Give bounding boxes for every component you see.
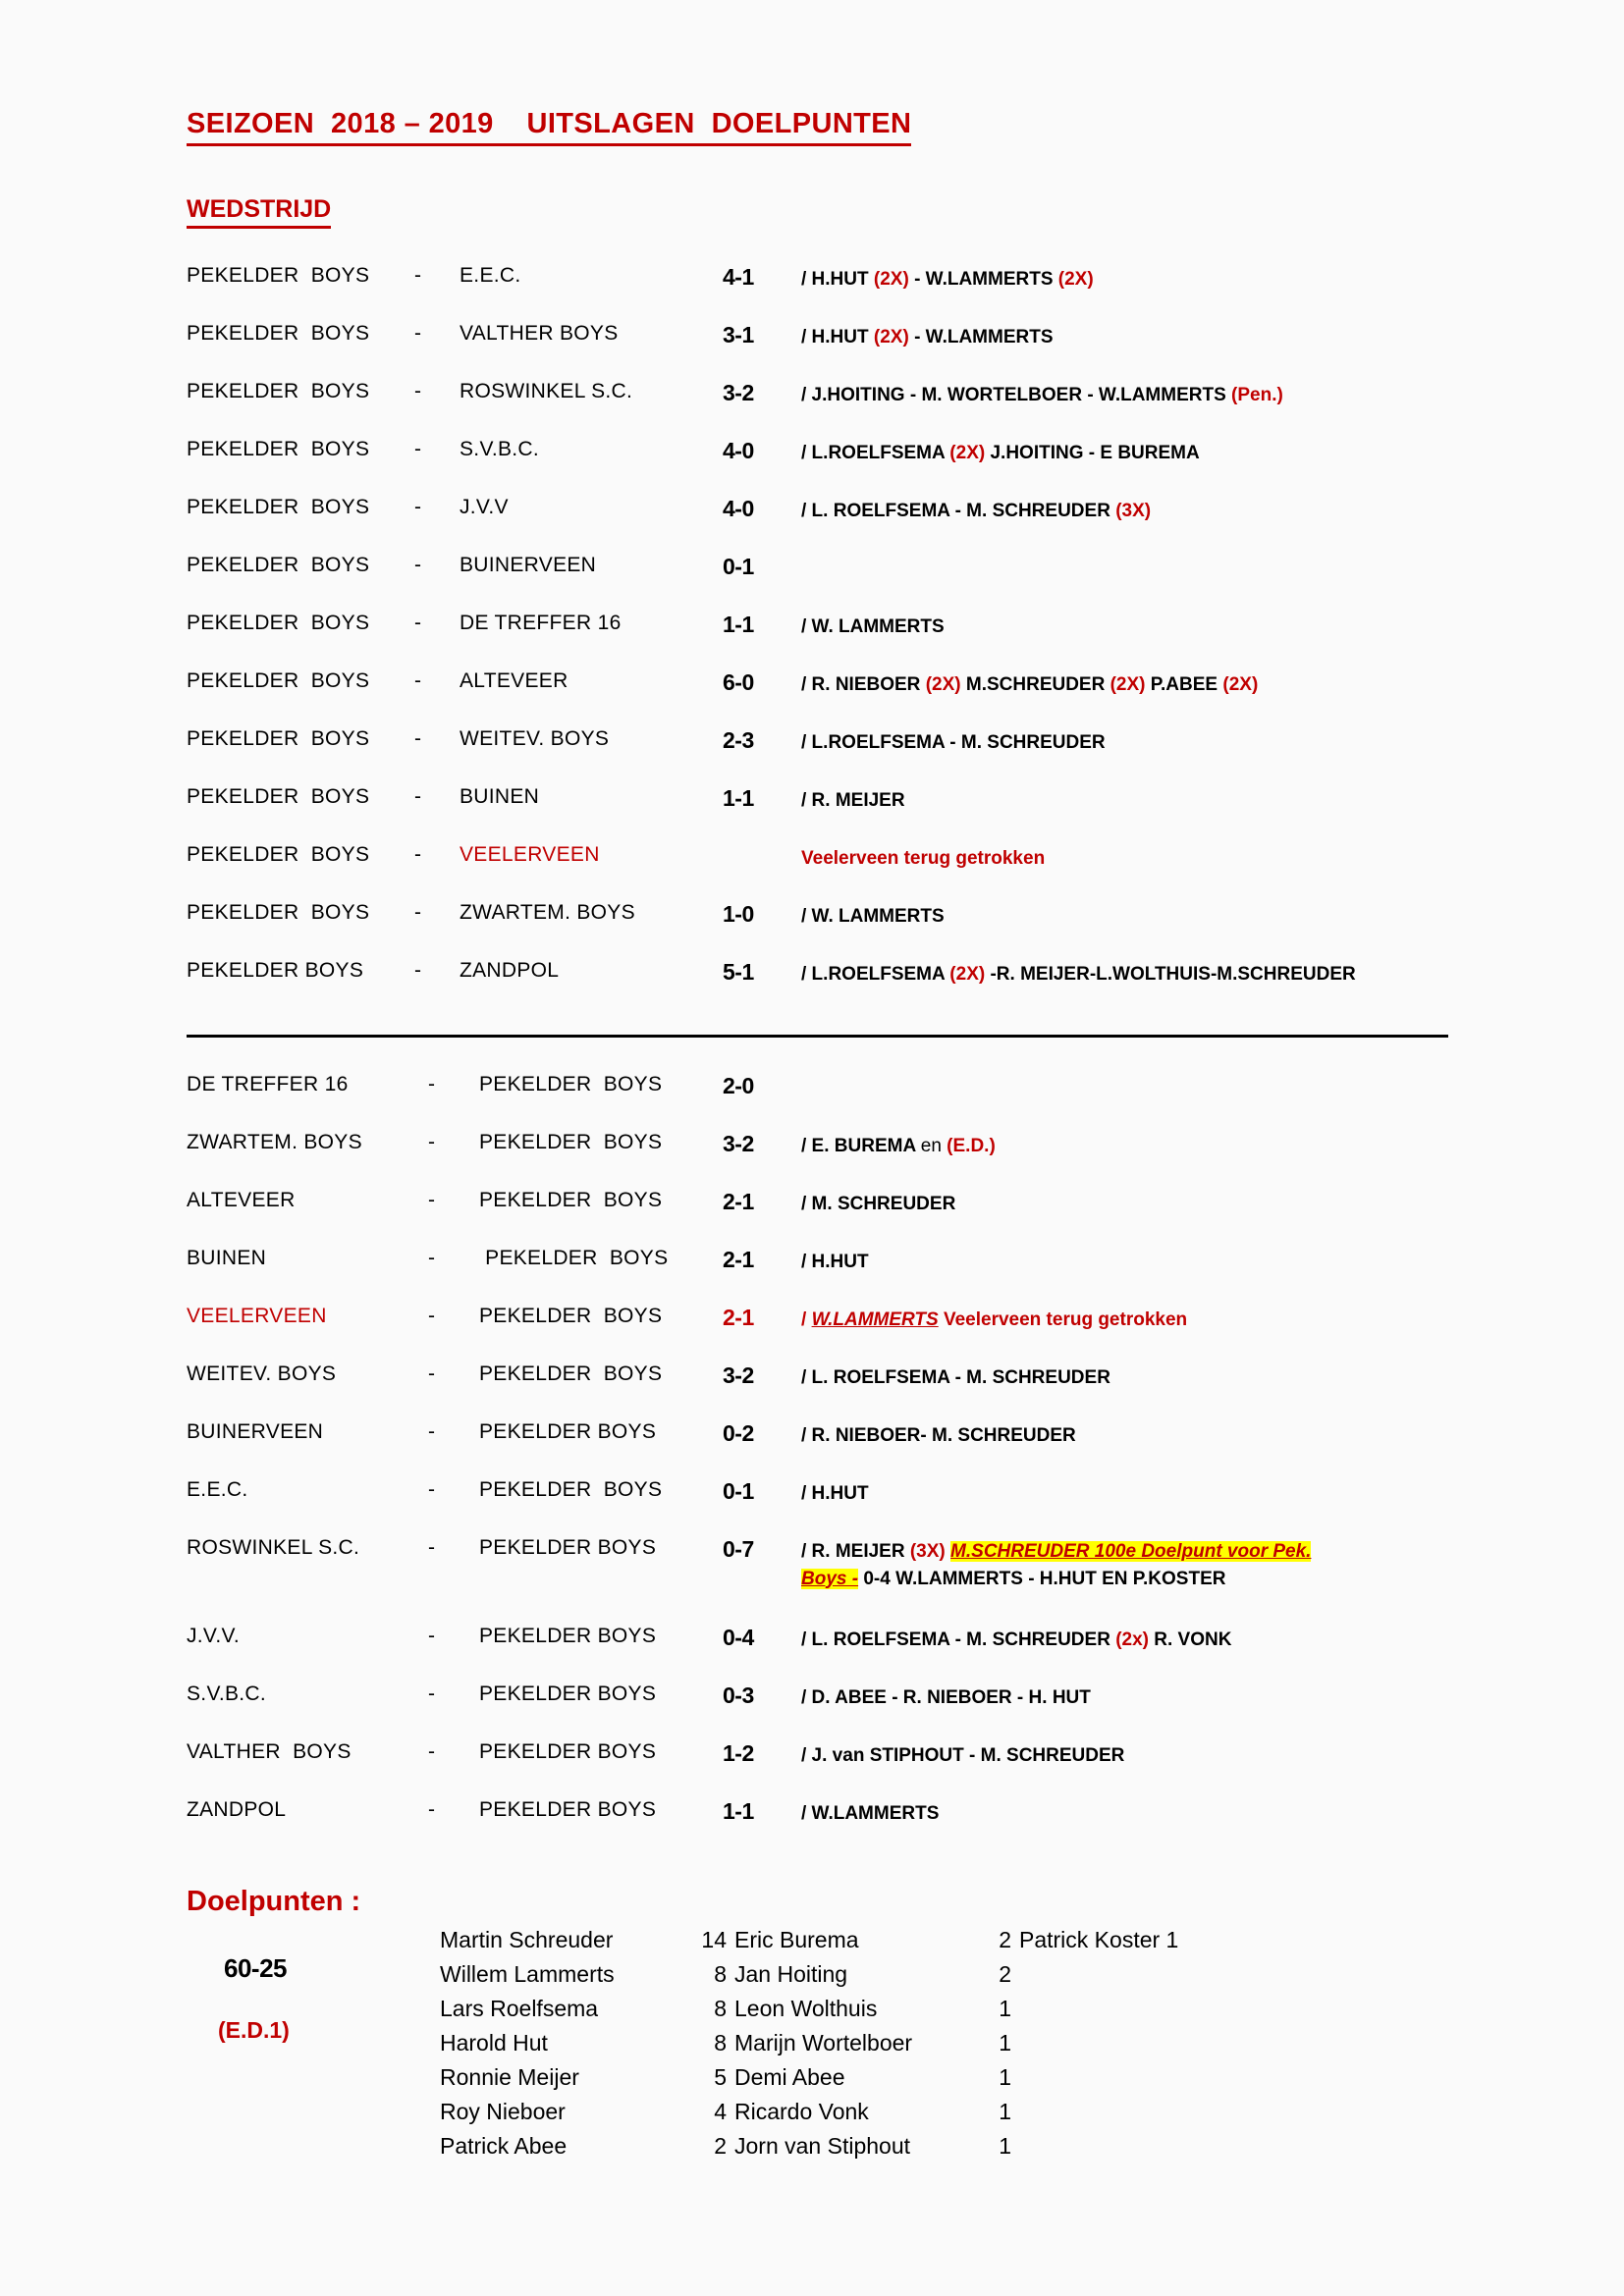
scorer-goal-count: 2 (714, 2133, 727, 2159)
match-row (187, 612, 1483, 669)
scorer-columns (440, 1886, 1483, 2167)
scorer-fragment: / R. MEIJER (801, 790, 905, 811)
match-home-team: J.V.V. (187, 1625, 240, 1647)
scorer-name: Willem Lammerts (440, 1961, 615, 1987)
scorer-row (440, 2099, 734, 2133)
scorer-fragment: / J. van STIPHOUT - M. SCHREUDER (801, 1745, 1125, 1766)
match-row (187, 554, 1483, 612)
match-away-team: PEKELDER BOYS (479, 1536, 657, 1559)
match-score: 1-2 (723, 1740, 754, 1766)
match-home-team: PEKELDER BOYS (187, 785, 370, 808)
match-home-team: ALTEVEER (187, 1189, 296, 1211)
match-home-team: PEKELDER BOYS (187, 380, 370, 402)
match-scorers (801, 1131, 1483, 1160)
match-scorers (801, 1073, 1483, 1075)
match-home-team: ZANDPOL (187, 1798, 287, 1821)
document-sheet (187, 108, 1483, 2167)
scorer-fragment: - W.LAMMERTS (908, 327, 1054, 347)
scorer-fragment: Veelerveen terug getrokken (801, 848, 1046, 869)
match-score: 6-0 (723, 669, 754, 695)
match-separator: - (414, 959, 421, 982)
match-scorers (801, 901, 1483, 931)
match-separator: - (428, 1189, 435, 1211)
match-separator: - (428, 1420, 435, 1443)
scorer-fragment: Veelerveen terug getrokken (938, 1309, 1188, 1330)
match-away-team: PEKELDER BOYS (479, 1305, 663, 1327)
match-scorers (801, 1247, 1483, 1276)
match-row (187, 901, 1483, 959)
match-row (187, 496, 1483, 554)
scorer-goal-count: 2 (999, 1961, 1011, 1987)
match-scorers (801, 669, 1483, 699)
scorer-fragment: J.HOITING - E BUREMA (985, 443, 1200, 463)
scorer-fragment: / L.ROELFSEMA (801, 964, 950, 985)
match-score: 2-1 (723, 1305, 754, 1330)
scorer-goal-count: 5 (714, 2064, 727, 2090)
match-home-team: PEKELDER BOYS (187, 843, 370, 866)
match-away-team: DE TREFFER 16 (460, 612, 622, 634)
match-away-team: PEKELDER BOYS (479, 1478, 663, 1501)
match-row (187, 1305, 1483, 1362)
scorer-goal-count: 2 (999, 1927, 1011, 1952)
document-title-wrap (187, 108, 1483, 146)
scorer-fragment: (2X) (1057, 269, 1094, 290)
match-row (187, 438, 1483, 496)
match-home-team: PEKELDER BOYS (187, 264, 370, 287)
match-separator: - (414, 264, 421, 287)
scorer-fragment: P.ABEE (1145, 674, 1223, 695)
match-away-team: ROSWINKEL S.C. (460, 380, 633, 402)
scorer-row (440, 1996, 734, 2030)
match-scorers (801, 1536, 1483, 1592)
match-row (187, 1740, 1483, 1798)
match-scorers (801, 438, 1483, 467)
scorer-column-2 (734, 1927, 1019, 2167)
match-scorers (801, 843, 1483, 873)
match-separator: - (428, 1073, 435, 1095)
match-separator: - (414, 322, 421, 345)
match-away-team: PEKELDER BOYS (479, 1682, 657, 1705)
scorer-fragment: (2X) (873, 327, 909, 347)
match-score: 1-1 (723, 785, 754, 811)
scorer-row (734, 1996, 1019, 2030)
scorer-fragment: / M. SCHREUDER (801, 1194, 956, 1214)
match-row (187, 264, 1483, 322)
scorer-row (734, 2064, 1019, 2099)
match-separator: - (414, 901, 421, 924)
match-away-team: PEKELDER BOYS (479, 1073, 663, 1095)
scorer-name: Patrick Abee (440, 2133, 568, 2159)
section-heading-wrap (187, 146, 1483, 229)
match-row (187, 1362, 1483, 1420)
match-away-team: PEKELDER BOYS (479, 1420, 657, 1443)
scorer-fragment: / W. LAMMERTS (801, 906, 945, 927)
match-score: 0-4 (723, 1625, 754, 1650)
match-row (187, 1798, 1483, 1856)
match-away-team: PEKELDER BOYS (479, 1247, 669, 1269)
match-row (187, 1247, 1483, 1305)
match-separator: - (428, 1625, 435, 1647)
match-home-team: S.V.B.C. (187, 1682, 266, 1705)
match-separator: - (414, 669, 421, 692)
match-home-team: PEKELDER BOYS (187, 612, 370, 634)
match-scorers (801, 1362, 1483, 1392)
match-separator: - (428, 1131, 435, 1153)
match-row (187, 843, 1483, 901)
match-row (187, 1682, 1483, 1740)
scorer-name: Martin Schreuder (440, 1927, 614, 1952)
scorer-fragment: / J.HOITING - M. WORTELBOER - W.LAMMERTS (801, 385, 1232, 405)
match-separator: - (428, 1682, 435, 1705)
scorer-fragment: M.SCHREUDER 100e Doelpunt voor Pek. (950, 1541, 1312, 1562)
scorer-fragment: / L. ROELFSEMA - M. SCHREUDER (801, 1629, 1116, 1650)
match-separator: - (428, 1740, 435, 1763)
match-score: 0-1 (723, 1478, 754, 1504)
match-separator: - (428, 1536, 435, 1559)
scorer-fragment: - W.LAMMERTS (908, 269, 1058, 290)
scorer-fragment: / (801, 1309, 812, 1330)
scorer-fragment: (2X) (1222, 674, 1259, 695)
match-row (187, 785, 1483, 843)
scorer-fragment: / D. ABEE - R. NIEBOER - H. HUT (801, 1687, 1091, 1708)
match-home-team: ZWARTEM. BOYS (187, 1131, 362, 1153)
scorer-row (734, 1961, 1019, 1996)
scorer-fragment: (2x) (1115, 1629, 1149, 1650)
match-away-team: ALTEVEER (460, 669, 568, 692)
match-away-team: ZANDPOL (460, 959, 560, 982)
scorer-fragment: / H.HUT (801, 269, 874, 290)
scorer-fragment: R. VONK (1149, 1629, 1232, 1650)
scorer-fragment: / E. BUREMA (801, 1136, 921, 1156)
scorer-fragment: / R. NIEBOER- M. SCHREUDER (801, 1425, 1076, 1446)
summary-left-column (187, 1886, 440, 2044)
page-title: SEIZOEN 2018 – 2019 UITSLAGEN DOELPUNTEN (187, 108, 911, 146)
scorer-fragment: / H.HUT (801, 327, 874, 347)
match-separator: - (428, 1362, 435, 1385)
scorer-fragment: / L.ROELFSEMA (801, 443, 950, 463)
match-score: 0-7 (723, 1536, 754, 1562)
match-home-team: VALTHER BOYS (187, 1740, 352, 1763)
match-score: 2-1 (723, 1189, 754, 1214)
scorer-fragment: / L.ROELFSEMA - M. SCHREUDER (801, 732, 1106, 753)
match-row (187, 1131, 1483, 1189)
scorer-fragment: / L. ROELFSEMA - M. SCHREUDER (801, 501, 1116, 521)
match-scorers (801, 785, 1483, 815)
scorer-fragment: W.LAMMERTS (811, 1309, 939, 1330)
scorer-fragment: en (920, 1136, 942, 1156)
scorer-fragment: / W. LAMMERTS (801, 616, 945, 637)
match-away-team: VALTHER BOYS (460, 322, 619, 345)
scorer-goal-count: 8 (714, 1996, 727, 2021)
match-score: 4-0 (723, 496, 754, 521)
scorer-fragment: (3X) (1115, 501, 1152, 521)
match-away-team: PEKELDER BOYS (479, 1362, 663, 1385)
match-row (187, 1420, 1483, 1478)
match-home-team: BUINERVEEN (187, 1420, 324, 1443)
summary-total-goals: 60-25 (224, 1953, 287, 1983)
match-separator: - (414, 496, 421, 518)
match-row (187, 959, 1483, 1017)
match-score: 0-2 (723, 1420, 754, 1446)
match-row (187, 1536, 1483, 1625)
scorer-row (440, 2030, 734, 2064)
match-scorers (801, 1420, 1483, 1450)
match-away-team: WEITEV. BOYS (460, 727, 610, 750)
scorer-fragment: (2X) (925, 674, 961, 695)
match-away-team: S.V.B.C. (460, 438, 539, 460)
match-separator: - (428, 1247, 435, 1269)
match-row (187, 1189, 1483, 1247)
match-score: 5-1 (723, 959, 754, 985)
scorer-name: Demi Abee (734, 2064, 845, 2090)
match-scorers (801, 1305, 1483, 1334)
match-score: 3-2 (723, 1362, 754, 1388)
scorer-goal-count: 1 (999, 2099, 1011, 2124)
scorer-fragment: (E.D.) (941, 1136, 996, 1156)
match-score: 1-1 (723, 612, 754, 637)
scorer-fragment: / W.LAMMERTS (801, 1803, 940, 1824)
scorer-summary (187, 1886, 1483, 2167)
match-home-team: DE TREFFER 16 (187, 1073, 349, 1095)
match-row (187, 1073, 1483, 1131)
match-separator: - (414, 843, 421, 866)
scorer-name: Lars Roelfsema (440, 1996, 599, 2021)
match-home-team: VEELERVEEN (187, 1305, 327, 1327)
scorer-fragment: M.SCHREUDER (960, 674, 1110, 695)
match-score: 1-1 (723, 1798, 754, 1824)
scorer-name: Jan Hoiting (734, 1961, 848, 1987)
summary-title: Doelpunten : (187, 1886, 361, 1917)
match-separator: - (414, 785, 421, 808)
match-scorers (801, 1478, 1483, 1508)
scorer-row (440, 2133, 734, 2167)
scorer-goal-count: 1 (999, 2133, 1011, 2159)
match-scorers (801, 959, 1483, 988)
scorer-row (734, 2030, 1019, 2064)
summary-own-goals: (E.D.1) (218, 2017, 290, 2043)
match-scorers (801, 264, 1483, 294)
scorer-name: Ricardo Vonk (734, 2099, 869, 2124)
scorer-goal-count: 8 (714, 2030, 727, 2056)
match-home-team: PEKELDER BOYS (187, 438, 370, 460)
scorer-goal-count: 1 (999, 2064, 1011, 2090)
match-scorers (801, 554, 1483, 556)
match-score: 1-0 (723, 901, 754, 927)
match-row (187, 322, 1483, 380)
match-away-team: VEELERVEEN (460, 843, 600, 866)
scorer-fragment: (2X) (949, 443, 986, 463)
match-separator: - (414, 612, 421, 634)
match-score: 0-3 (723, 1682, 754, 1708)
scorer-fragment: (3X) (909, 1541, 946, 1562)
match-away-team: PEKELDER BOYS (479, 1798, 657, 1821)
match-score: 0-1 (723, 554, 754, 579)
match-row (187, 1625, 1483, 1682)
match-scorers (801, 1740, 1483, 1770)
section-heading-wedstrijd: WEDSTRIJD (187, 195, 331, 229)
match-home-team: PEKELDER BOYS (187, 727, 370, 750)
match-score: 2-1 (723, 1247, 754, 1272)
match-score: 4-1 (723, 264, 754, 290)
match-separator: - (428, 1478, 435, 1501)
scorer-name: Leon Wolthuis (734, 1996, 878, 2021)
scorer-fragment: Boys - (801, 1568, 859, 1589)
match-away-team: E.E.C. (460, 264, 521, 287)
match-separator: - (428, 1305, 435, 1327)
match-away-team: J.V.V (460, 496, 509, 518)
scorer-fragment: (2X) (873, 269, 909, 290)
match-home-team: PEKELDER BOYS (187, 959, 364, 982)
match-home-team: PEKELDER BOYS (187, 901, 370, 924)
scorer-name: Marijn Wortelboer (734, 2030, 913, 2056)
match-scorers (801, 496, 1483, 525)
scorer-fragment: 0-4 W.LAMMERTS - H.HUT EN P.KOSTER (858, 1568, 1226, 1589)
scorer-name: Harold Hut (440, 2030, 548, 2056)
scorer-fragment: -R. MEIJER-L.WOLTHUIS-M.SCHREUDER (985, 964, 1356, 985)
match-row (187, 1478, 1483, 1536)
away-matches-table (187, 1073, 1483, 1856)
scorer-column-3 (1019, 1927, 1274, 2167)
match-home-team: ROSWINKEL S.C. (187, 1536, 360, 1559)
match-separator: - (414, 380, 421, 402)
match-home-team: PEKELDER BOYS (187, 554, 370, 576)
scorer-column-1 (440, 1927, 734, 2167)
scorer-row (440, 1961, 734, 1996)
scorer-fragment: (2X) (949, 964, 986, 985)
match-home-team: PEKELDER BOYS (187, 322, 370, 345)
match-separator: - (414, 438, 421, 460)
scorer-row (440, 2064, 734, 2099)
scorer-name: Eric Burema (734, 1927, 859, 1952)
scorer-name: Roy Nieboer (440, 2099, 566, 2124)
match-row (187, 669, 1483, 727)
match-away-team: PEKELDER BOYS (479, 1189, 663, 1211)
match-scorers (801, 1798, 1483, 1828)
scorer-goal-count: 1 (999, 1996, 1011, 2021)
scorer-goal-count: 1 (999, 2030, 1011, 2056)
scorer-name: Jorn van Stiphout (734, 2133, 911, 2159)
match-home-team: PEKELDER BOYS (187, 669, 370, 692)
scorer-goal-count: 4 (714, 2099, 727, 2124)
match-scorers (801, 612, 1483, 641)
match-score: 3-1 (723, 322, 754, 347)
match-scorers (801, 727, 1483, 757)
match-home-team: PEKELDER BOYS (187, 496, 370, 518)
scorer-fragment: / H.HUT (801, 1483, 869, 1504)
match-score: 4-0 (723, 438, 754, 463)
match-home-team: WEITEV. BOYS (187, 1362, 337, 1385)
section-divider (187, 1035, 1448, 1038)
scorer-row (734, 2133, 1019, 2167)
scorer-goal-count: 14 (701, 1927, 727, 1952)
scorer-goal-count: 8 (714, 1961, 727, 1987)
match-row (187, 727, 1483, 785)
scorer-row (1019, 1927, 1274, 1961)
home-matches-table (187, 264, 1483, 1017)
match-scorers (801, 1189, 1483, 1218)
match-score: 3-2 (723, 1131, 754, 1156)
match-score: 3-2 (723, 380, 754, 405)
match-separator: - (414, 554, 421, 576)
match-away-team: PEKELDER BOYS (479, 1740, 657, 1763)
match-score: 2-0 (723, 1073, 754, 1098)
match-away-team: PEKELDER BOYS (479, 1625, 657, 1647)
match-away-team: BUINERVEEN (460, 554, 597, 576)
scorer-name: Patrick Koster 1 (1019, 1927, 1179, 1952)
match-row (187, 380, 1483, 438)
match-home-team: BUINEN (187, 1247, 267, 1269)
scorer-fragment: / R. NIEBOER (801, 674, 926, 695)
scorer-row (440, 1927, 734, 1961)
scorer-fragment: / R. MEIJER (801, 1541, 910, 1562)
match-scorers (801, 322, 1483, 351)
match-score: 2-3 (723, 727, 754, 753)
scorer-fragment: / L. ROELFSEMA - M. SCHREUDER (801, 1367, 1110, 1388)
match-away-team: PEKELDER BOYS (479, 1131, 663, 1153)
scorer-fragment: (Pen.) (1231, 385, 1283, 405)
match-scorers (801, 380, 1483, 409)
match-home-team: E.E.C. (187, 1478, 248, 1501)
scorer-row (734, 2099, 1019, 2133)
match-separator: - (414, 727, 421, 750)
match-away-team: ZWARTEM. BOYS (460, 901, 635, 924)
scorer-fragment: / H.HUT (801, 1252, 869, 1272)
match-separator: - (428, 1798, 435, 1821)
match-scorers (801, 1682, 1483, 1712)
match-scorers (801, 1625, 1483, 1654)
scorer-fragment: (2X) (1110, 674, 1146, 695)
scorer-row (734, 1927, 1019, 1961)
match-away-team: BUINEN (460, 785, 540, 808)
scorer-name: Ronnie Meijer (440, 2064, 579, 2090)
